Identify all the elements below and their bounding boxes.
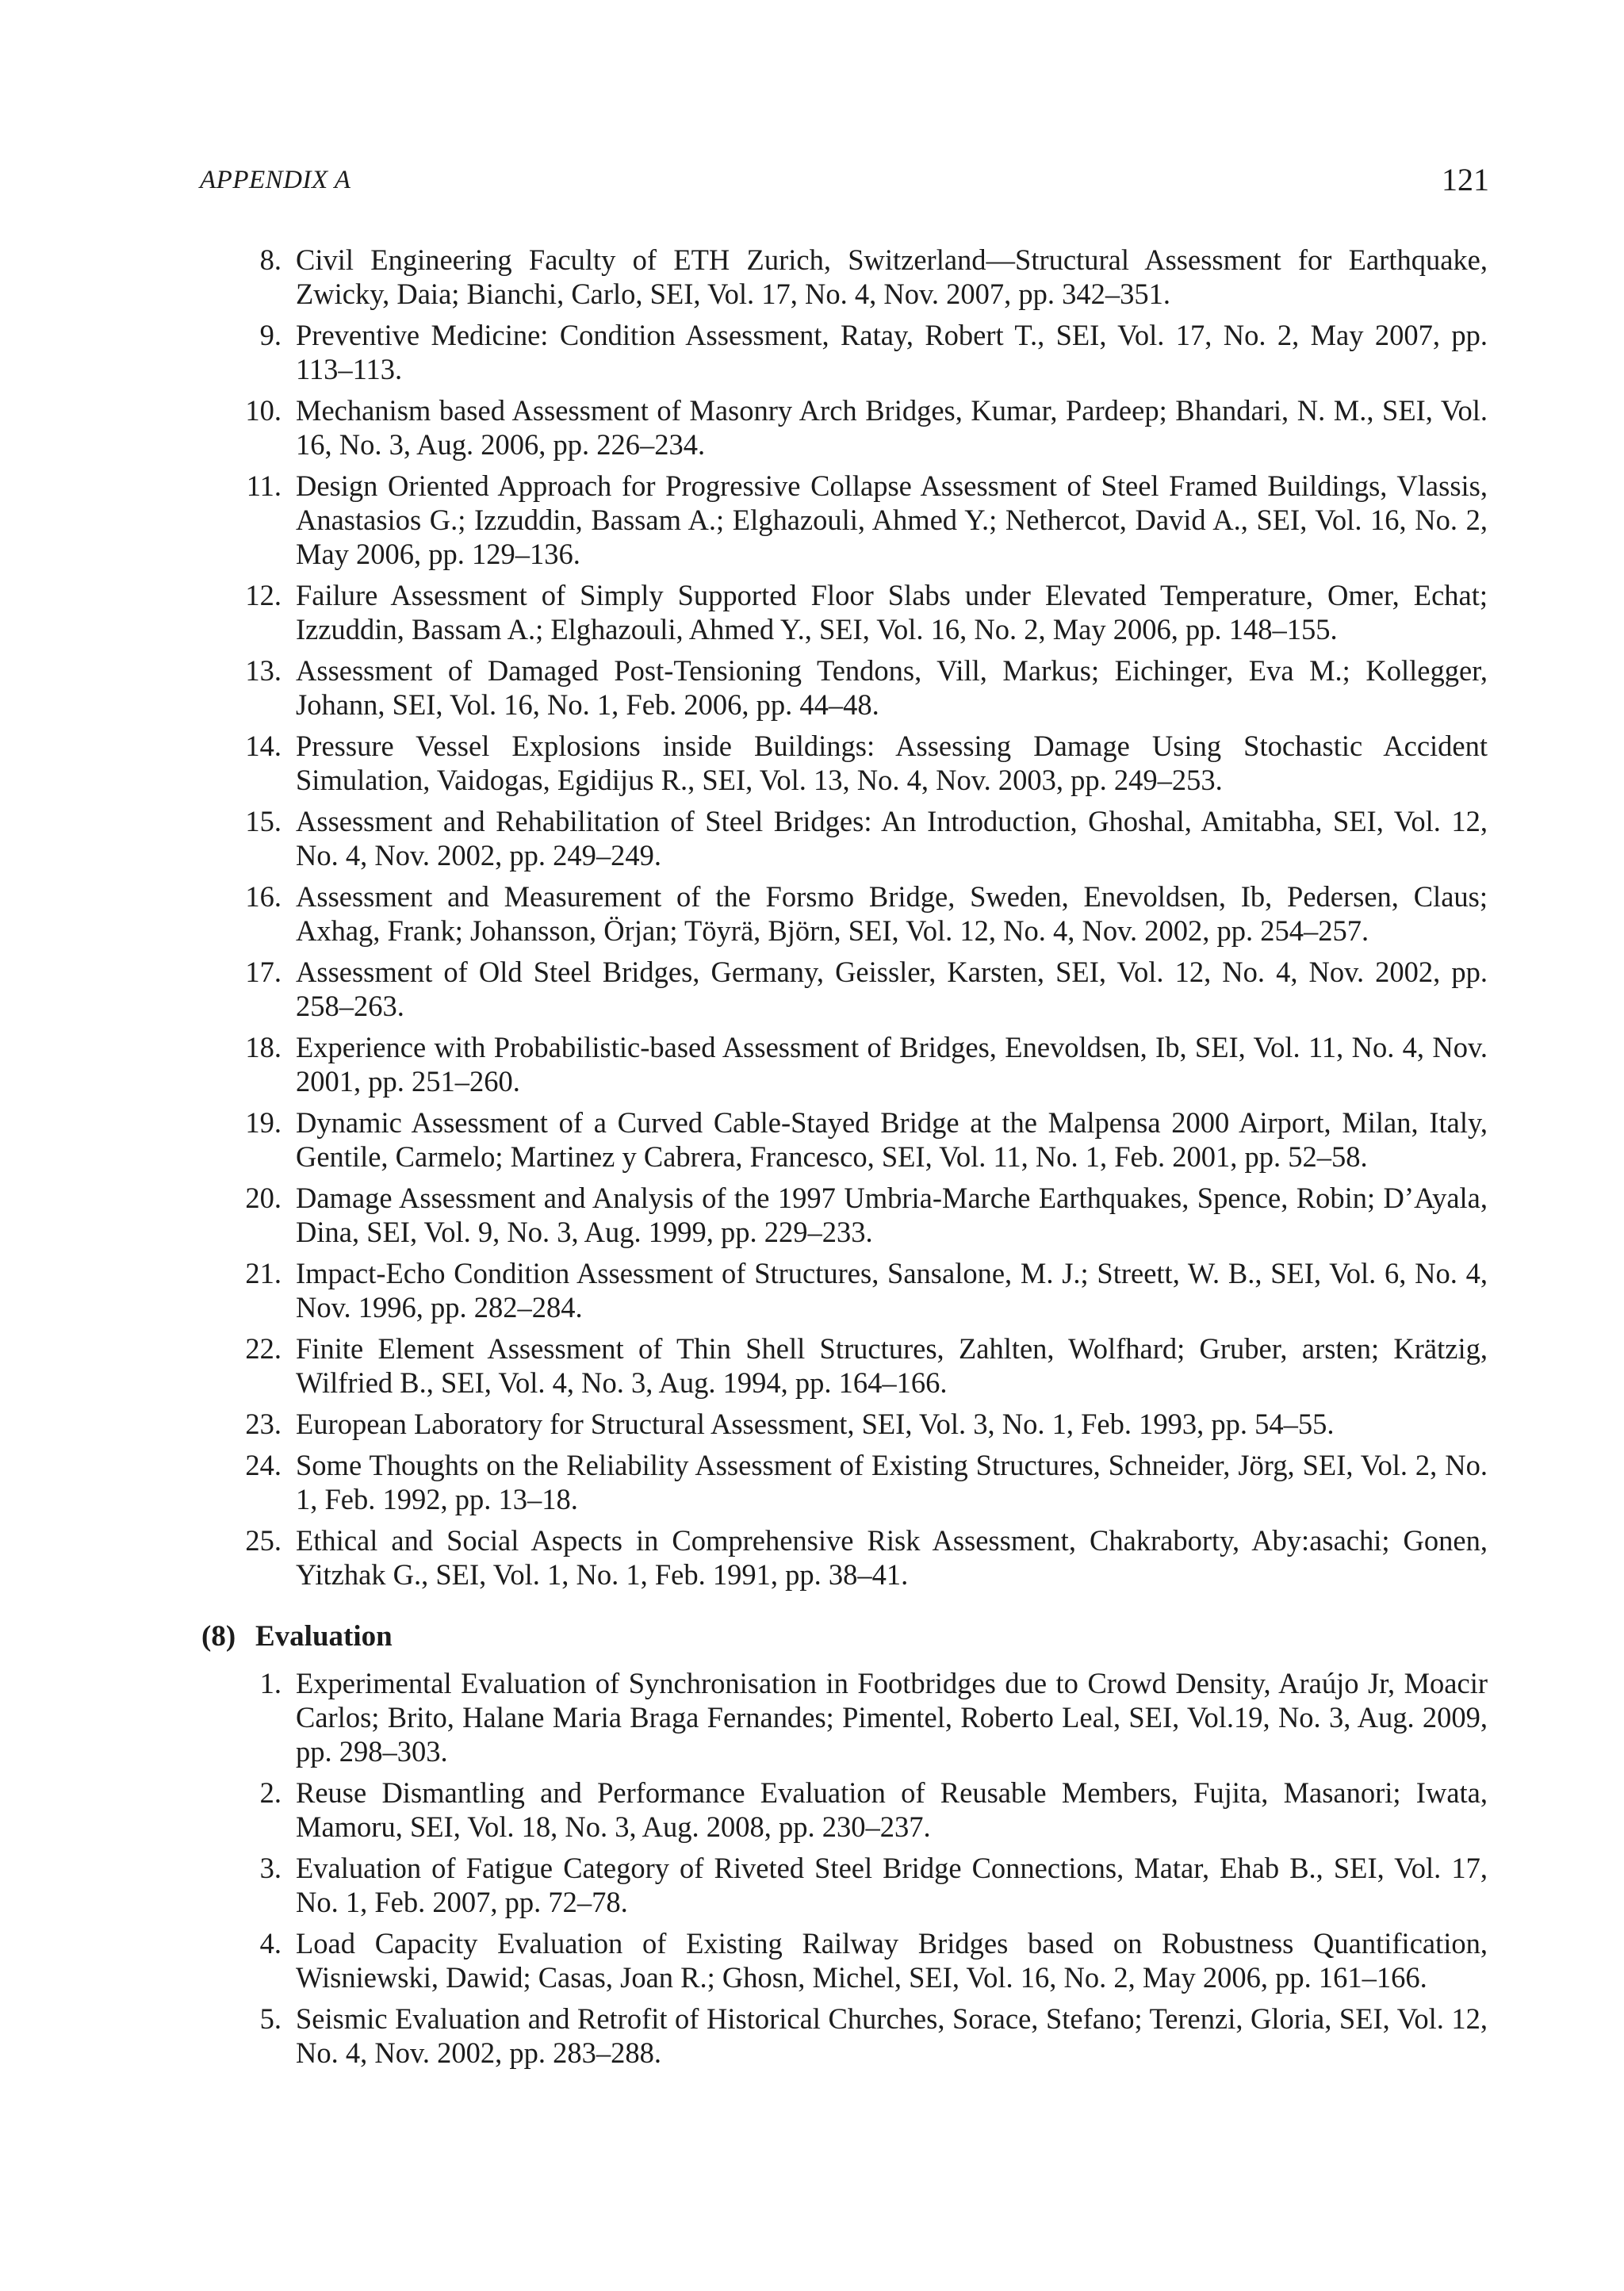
reference-text: Some Thoughts on the Reliability Assessment of Existing Structures, Schneider, Jörg, SEI, Vol. 2, No. 1, Feb. 1992, pp. 13–18.	[296, 1449, 1488, 1515]
reference-text: Experience with Probabilistic-based Assessment of Bridges, Enevoldsen, Ib, SEI, Vol. 11, No. 4, Nov. 2001, pp. 251–260.	[296, 1031, 1488, 1098]
reference-list-assessment	[200, 243, 1488, 1592]
reference-text: Load Capacity Evaluation of Existing Railway Bridges based on Robustness Quantification, Wisniewski, Dawid; Casas, Joan R.; Ghosn, Michel, SEI, Vol. 16, No. 2, May 2006, pp. 161–166.	[296, 1927, 1488, 1994]
reference-number: 3.	[259, 1852, 282, 1884]
reference-item	[200, 729, 1488, 797]
reference-number: 1.	[259, 1667, 282, 1699]
reference-item	[200, 243, 1488, 311]
reference-number: 10.	[245, 394, 282, 427]
reference-item	[200, 1331, 1488, 1400]
reference-number: 18.	[245, 1031, 282, 1063]
reference-number: 15.	[245, 805, 282, 837]
reference-number: 12.	[245, 579, 282, 611]
reference-text: Seismic Evaluation and Retrofit of Historical Churches, Sorace, Stefano; Terenzi, Gloria, SEI, Vol. 12, No. 4, Nov. 2002, pp. 283–288.	[296, 2002, 1488, 2069]
running-title: APPENDIX A	[200, 166, 351, 194]
reference-number: 4.	[259, 1927, 282, 1960]
reference-item	[200, 879, 1488, 948]
running-header	[200, 161, 1489, 201]
section-heading	[201, 1619, 1488, 1653]
reference-text: Mechanism based Assessment of Masonry Arch Bridges, Kumar, Pardeep; Bhandari, N. M., SEI, Vol. 16, No. 3, Aug. 2006, pp. 226–234.	[296, 394, 1488, 461]
reference-text: Ethical and Social Aspects in Comprehensive Risk Assessment, Chakraborty, Aby:asachi; Gonen, Yitzhak G., SEI, Vol. 1, No. 1, Feb. 1991, pp. 38–41.	[296, 1524, 1488, 1591]
reference-number: 8.	[259, 243, 282, 276]
reference-item	[200, 318, 1488, 386]
reference-item	[200, 1448, 1488, 1516]
reference-item	[200, 393, 1488, 462]
reference-item	[200, 1851, 1488, 1919]
page-number: 121	[1442, 162, 1489, 197]
reference-item	[200, 1407, 1488, 1441]
reference-number: 17.	[245, 956, 282, 988]
reference-item	[200, 1926, 1488, 1994]
reference-number: 5.	[259, 2002, 282, 2035]
reference-text: Dynamic Assessment of a Curved Cable-Stayed Bridge at the Malpensa 2000 Airport, Milan, Italy, Gentile, Carmelo; Martinez y Cabrera, Francesco, SEI, Vol. 11, No. 1, Feb. 2001, pp. 52–58.	[296, 1106, 1488, 1173]
reference-item	[200, 578, 1488, 646]
reference-item	[200, 1776, 1488, 1844]
reference-text: Preventive Medicine: Condition Assessment, Ratay, Robert T., SEI, Vol. 17, No. 2, May 2007, pp. 113–113.	[296, 319, 1488, 385]
reference-text: Assessment of Old Steel Bridges, Germany, Geissler, Karsten, SEI, Vol. 12, No. 4, Nov. 2002, pp. 258–263.	[296, 956, 1488, 1022]
reference-text: Design Oriented Approach for Progressive Collapse Assessment of Steel Framed Buildings, Vlassis, Anastasios G.; Izzuddin, Bassam A.; Elghazouli, Ahmed Y.; Nethercot, David A., SEI, Vol. 16, No. 2, May 2006, pp. 129–136.	[296, 469, 1488, 570]
reference-number: 11.	[246, 469, 282, 502]
reference-text: Assessment and Rehabilitation of Steel Bridges: An Introduction, Ghoshal, Amitabha, SEI, Vol. 12, No. 4, Nov. 2002, pp. 249–249.	[296, 805, 1488, 872]
reference-item	[200, 1523, 1488, 1592]
reference-item	[200, 2002, 1488, 2070]
reference-text: Assessment of Damaged Post-Tensioning Tendons, Vill, Markus; Eichinger, Eva M.; Kollegger, Johann, SEI, Vol. 16, No. 1, Feb. 2006, pp. 44–48.	[296, 654, 1488, 721]
reference-number: 14.	[245, 730, 282, 762]
reference-item	[200, 1181, 1488, 1249]
reference-item	[200, 1666, 1488, 1768]
reference-item	[200, 653, 1488, 722]
reference-item	[200, 1105, 1488, 1174]
section-number: (8)	[201, 1620, 236, 1653]
reference-text: Civil Engineering Faculty of ETH Zurich, Switzerland—Structural Assessment for Earthquake, Zwicky, Daia; Bianchi, Carlo, SEI, Vol. 17, No. 4, Nov. 2007, pp. 342–351.	[296, 243, 1488, 310]
reference-item	[200, 1030, 1488, 1098]
reference-text: Finite Element Assessment of Thin Shell Structures, Zahlten, Wolfhard; Gruber, arsten; Krätzig, Wilfried B., SEI, Vol. 4, No. 3, Aug. 1994, pp. 164–166.	[296, 1332, 1488, 1399]
reference-text: Pressure Vessel Explosions inside Buildings: Assessing Damage Using Stochastic Accident Simulation, Vaidogas, Egidijus R., SEI, Vol. 13, No. 4, Nov. 2003, pp. 249–253.	[296, 730, 1488, 796]
reference-text: European Laboratory for Structural Assessment, SEI, Vol. 3, No. 1, Feb. 1993, pp. 54–55.	[296, 1408, 1335, 1440]
reference-number: 25.	[245, 1524, 282, 1557]
reference-number: 9.	[259, 319, 282, 351]
reference-number: 22.	[245, 1332, 282, 1365]
section-title: Evaluation	[255, 1620, 393, 1653]
reference-item	[200, 1256, 1488, 1324]
reference-number: 16.	[245, 880, 282, 913]
reference-text: Evaluation of Fatigue Category of Riveted Steel Bridge Connections, Matar, Ehab B., SEI, Vol. 17, No. 1, Feb. 2007, pp. 72–78.	[296, 1852, 1488, 1918]
reference-text: Experimental Evaluation of Synchronisation in Footbridges due to Crowd Density, Araújo Jr, Moacir Carlos; Brito, Halane Maria Braga Fernandes; Pimentel, Roberto Leal, SEI, Vol.19, No. 3, Aug. 2009, pp. 298–303.	[296, 1667, 1488, 1768]
reference-number: 24.	[245, 1449, 282, 1481]
reference-text: Damage Assessment and Analysis of the 1997 Umbria-Marche Earthquakes, Spence, Robin; D’Ayala, Dina, SEI, Vol. 9, No. 3, Aug. 1999, pp. 229–233.	[296, 1182, 1488, 1248]
reference-number: 21.	[245, 1257, 282, 1289]
reference-number: 13.	[245, 654, 282, 687]
reference-text: Impact-Echo Condition Assessment of Structures, Sansalone, M. J.; Streett, W. B., SEI, Vol. 6, No. 4, Nov. 1996, pp. 282–284.	[296, 1257, 1488, 1324]
reference-number: 2.	[259, 1776, 282, 1809]
reference-item	[200, 955, 1488, 1023]
reference-item	[200, 469, 1488, 571]
reference-list-evaluation	[200, 1666, 1488, 2070]
reference-number: 23.	[245, 1408, 282, 1440]
page-content	[200, 243, 1488, 2077]
reference-number: 20.	[245, 1182, 282, 1214]
reference-number: 19.	[245, 1106, 282, 1139]
reference-text: Failure Assessment of Simply Supported Floor Slabs under Elevated Temperature, Omer, Echat; Izzuddin, Bassam A.; Elghazouli, Ahmed Y., SEI, Vol. 16, No. 2, May 2006, pp. 148–155.	[296, 579, 1488, 646]
reference-text: Reuse Dismantling and Performance Evaluation of Reusable Members, Fujita, Masanori; Iwata, Mamoru, SEI, Vol. 18, No. 3, Aug. 2008, pp. 230–237.	[296, 1776, 1488, 1843]
reference-item	[200, 804, 1488, 872]
reference-text: Assessment and Measurement of the Forsmo Bridge, Sweden, Enevoldsen, Ib, Pedersen, Claus; Axhag, Frank; Johansson, Örjan; Töyrä, Björn, SEI, Vol. 12, No. 4, Nov. 2002, pp. 254–257.	[296, 880, 1488, 947]
